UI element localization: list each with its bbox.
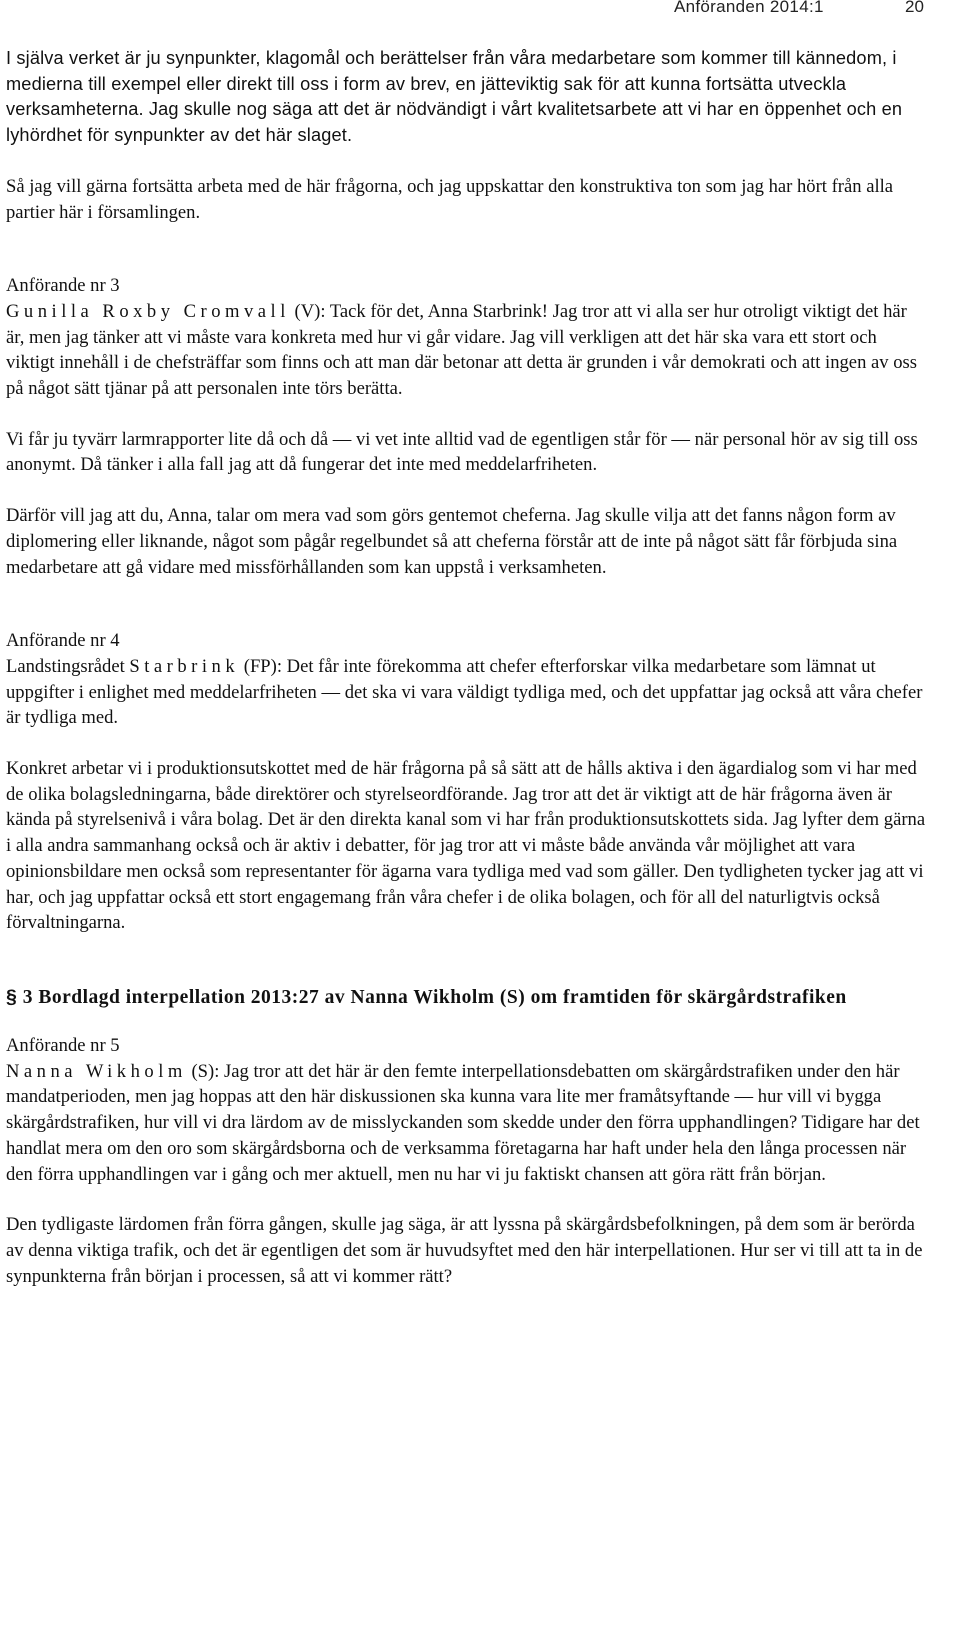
page-header xyxy=(0,0,960,20)
section-heading xyxy=(6,984,928,1011)
speech-label: Anförande nr 3 xyxy=(6,275,120,297)
speaker-name: Starbrink xyxy=(129,655,240,677)
speech-5 xyxy=(6,1033,928,1187)
speech-3 xyxy=(6,273,928,402)
document-body xyxy=(6,46,928,1289)
speech-text xyxy=(6,299,928,402)
speech-label: Anförande nr 5 xyxy=(6,1034,120,1056)
speech-body: (S): Jag tror att det här är den femte interpellationsdebatten om skärgårdstrafiken under den här mandatperioden, men jag hoppas att den här diskussionen ska kunna vara lite mer framåtsyftande — hur vill vi bygga skärgårdstrafiken, hur vill vi dra lärdom av de misslyckanden som skedde under den förra upphandlingen? Tidigare har det handlat mera om den oro som skärgårdsborna och de verksamma företagarna har haft under hela den långa processen när den förra upphandlingen var i gång och mer aktuell, men nu har vi ju faktiskt chansen att göra rätt från början. xyxy=(6,1060,920,1185)
speaker-name: Nanna Wikholm xyxy=(6,1060,187,1082)
speaker-title: Landstingsrådet xyxy=(6,655,130,677)
speech-body: (V): Tack för det, Anna Starbrink! Jag tror att vi alla ser hur otroligt viktigt det här är, men jag tänker att vi måste vara konkreta med hur vi går vidare. Jag vill verkligen att det här ska vara ett stort och viktigt innehåll i de chefsträffar som finns och att man där betonar att detta är grunden i vår demokrati och att ingen av oss på något sätt tjänar på att personalen inte törs berätta. xyxy=(6,300,917,400)
paragraph-4: Vi får ju tyvärr larmrapporter lite då och då — vi vet inte alltid vad de egentligen står för — när personal hör av sig till oss anonymt. Då tänker i alla fall jag att då fungerar det inte med meddelarfriheten. xyxy=(6,428,918,476)
section-symbol: § xyxy=(6,985,18,1008)
speaker-name: Gunilla Roxby Cromvall xyxy=(6,300,290,322)
paragraph-1: I själva verket är ju synpunkter, klagomål och berättelser från våra medarbetare som kommer till kännedom, i medierna till exempel eller direkt till oss i form av brev, en jätteviktig sak för att kunna fortsätta utveckla verksamheterna. Jag skulle nog säga att det är nödvändigt i vårt kvalitetsarbete att vi har en öppenhet och en lyhördhet för synpunkter av det här slaget. xyxy=(6,48,903,146)
header-title: Anföranden 2014:1 xyxy=(674,0,824,16)
speech-label: Anförande nr 4 xyxy=(6,630,120,652)
speech-text xyxy=(6,1059,928,1188)
paragraph-2: Så jag vill gärna fortsätta arbeta med de här frågorna, och jag uppskattar den konstruktiva ton som jag har hört från alla partier här i församlingen. xyxy=(6,175,894,223)
page-number: 20 xyxy=(905,0,924,16)
speech-body: (FP): Det får inte förekomma att chefer efterforskar vilka medarbetare som lämnat ut uppgifter i enlighet med meddelarfriheten — det ska vi vara väldigt tydliga med, och det uppfattar jag också att våra chefer är tydliga med. xyxy=(6,655,923,729)
paragraph-5: Därför vill jag att du, Anna, talar om mera vad som görs gentemot cheferna. Jag skulle vilja att det fanns någon form av diplomering eller liknande, något som pågår regelbundet så att cheferna förstår att de inte på något sätt får förbjuda sina medarbetare att gå vidare med missförhållanden som kan uppstå i verksamheten. xyxy=(6,505,898,578)
paragraph-9: Den tydligaste lärdomen från förra gången, skulle jag säga, är att lyssna på skärgårdsbefolkningen, på dem som är berörda av denna viktiga trafik, och det är egentligen det som är huvudsyftet med den här interpellationen. Hur ser vi till att ta in de synpunkterna från början i processen, så att vi kommer rätt? xyxy=(6,1214,923,1287)
speech-4 xyxy=(6,628,928,731)
speech-text xyxy=(6,654,928,731)
paragraph-7: Konkret arbetar vi i produktionsutskottet med de här frågorna på så sätt att de hålls aktiva i den ägardialog som vi har med de olika bolagsledningarna, både direktörer och styrelseordförande. Jag tror att det är viktigt att de här frågorna även är kända på styrelsenivå i våra bolag. Det är den direkta kanal som vi har från produktionsutskottets sida. Jag lyfter dem gärna i alla andra sammanhang också och är aktiv i debatter, för jag tror att vi måste både använda vår möjlighet att vara opinionsbildare men också som representanter för ägarna vara tydliga med vad som gäller. Den tydligheten tycker jag att vi har, och jag uppfattar också ett stort engagemang från våra chefer i de olika bolagen, och för all del naturligtvis också förvaltningarna. xyxy=(6,758,926,934)
section-title: 3 Bordlagd interpellation 2013:27 av Nanna Wikholm (S) om framtiden för skärgårdstrafiken xyxy=(17,986,847,1008)
